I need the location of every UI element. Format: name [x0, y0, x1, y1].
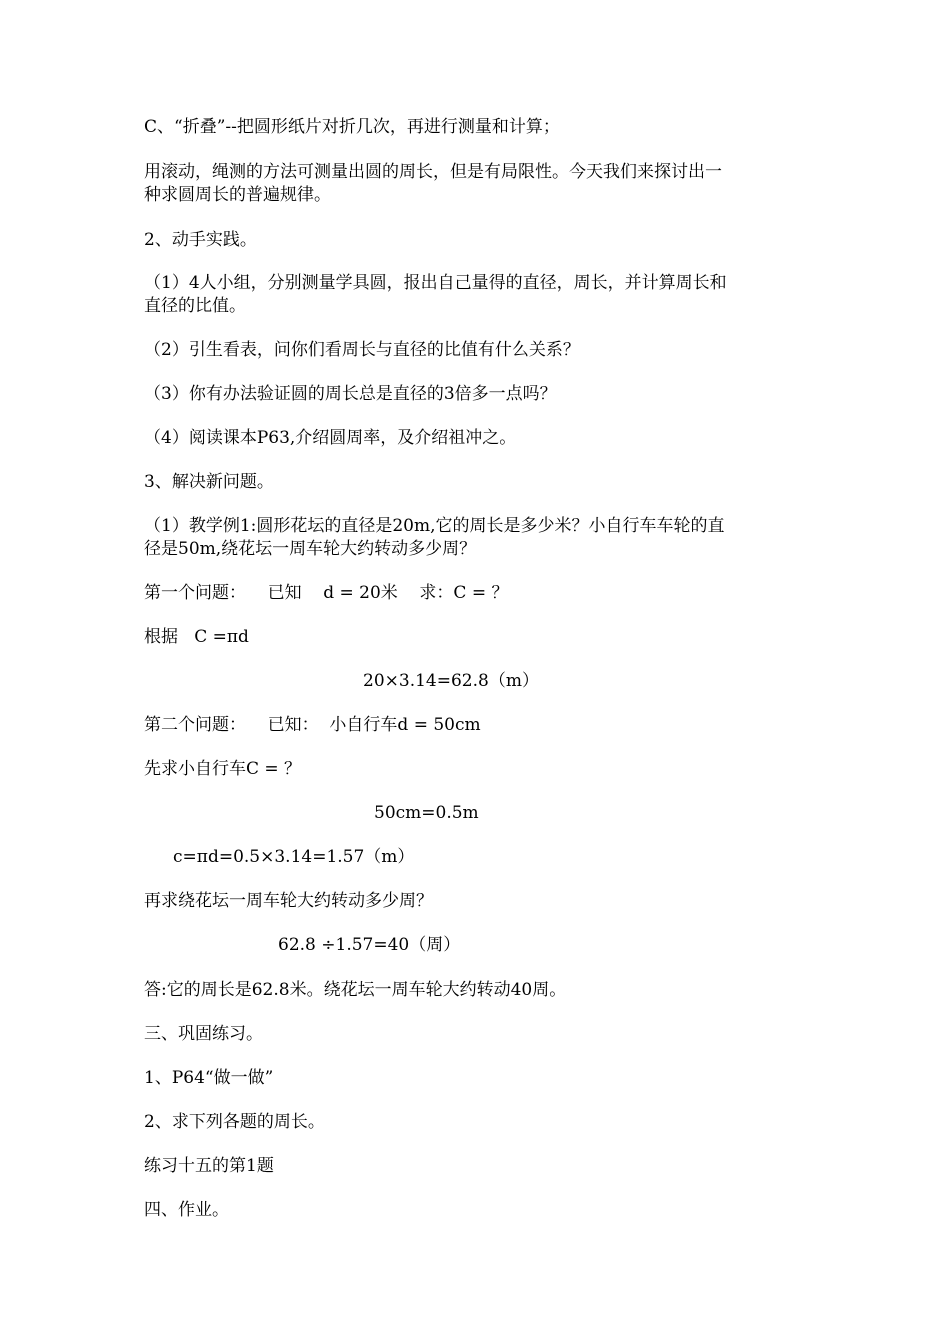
section-heading: 四、作业。: [144, 1200, 229, 1220]
text-line: （1）教学例1:圆形花坛的直径是20m,它的周长是多少米？小自行车车轮的直: [144, 516, 725, 536]
text-line: （2）引生看表，问你们看周长与直径的比值有什么关系？: [144, 340, 580, 360]
text-line: 第二个问题： 已知： 小自行车d = 50cm: [144, 715, 481, 735]
section-heading: 三、巩固练习。: [144, 1024, 263, 1044]
text-line: （1）4人小组，分别测量学具圆，报出自己量得的直径，周长，并计算周长和: [144, 273, 727, 293]
formula-line: 50cm=0.5m: [374, 803, 479, 823]
text-line: 1、P64“做一做”: [144, 1068, 274, 1088]
text-line: 2、求下列各题的周长。: [144, 1112, 325, 1132]
formula-line: 62.8 ÷1.57=40（周）: [278, 935, 461, 955]
text-line: 第一个问题： 已知 d = 20米 求：C = ？: [144, 583, 509, 603]
text-line: 练习十五的第1题: [144, 1156, 274, 1176]
text-line: （4）阅读课本P63,介绍圆周率，及介绍祖冲之。: [144, 428, 517, 448]
text-line: （3）你有办法验证圆的周长总是直径的3倍多一点吗？: [144, 384, 557, 404]
text-line: 用滚动，绳测的方法可测量出圆的周长，但是有局限性。今天我们来探讨出一: [144, 162, 722, 182]
formula-line: c=πd=0.5×3.14=1.57（m）: [173, 847, 415, 867]
section-heading: 2、动手实践。: [144, 230, 257, 250]
text-line: 再求绕花坛一周车轮大约转动多少周？: [144, 891, 433, 911]
answer-line: 答:它的周长是62.8米。绕花坛一周车轮大约转动40周。: [144, 980, 567, 1000]
text-line: 直径的比值。: [144, 296, 246, 316]
text-line: C、“折叠”--把圆形纸片对折几次，再进行测量和计算；: [144, 117, 560, 137]
text-line: 径是50m,绕花坛一周车轮大约转动多少周？: [144, 539, 477, 559]
text-line: 种求圆周长的普遍规律。: [144, 185, 331, 205]
formula-line: 20×3.14=62.8（m）: [363, 671, 539, 691]
formula-line: 根据 C =πd: [144, 627, 249, 647]
section-heading: 3、解决新问题。: [144, 472, 274, 492]
text-line: 先求小自行车C = ？: [144, 759, 302, 779]
